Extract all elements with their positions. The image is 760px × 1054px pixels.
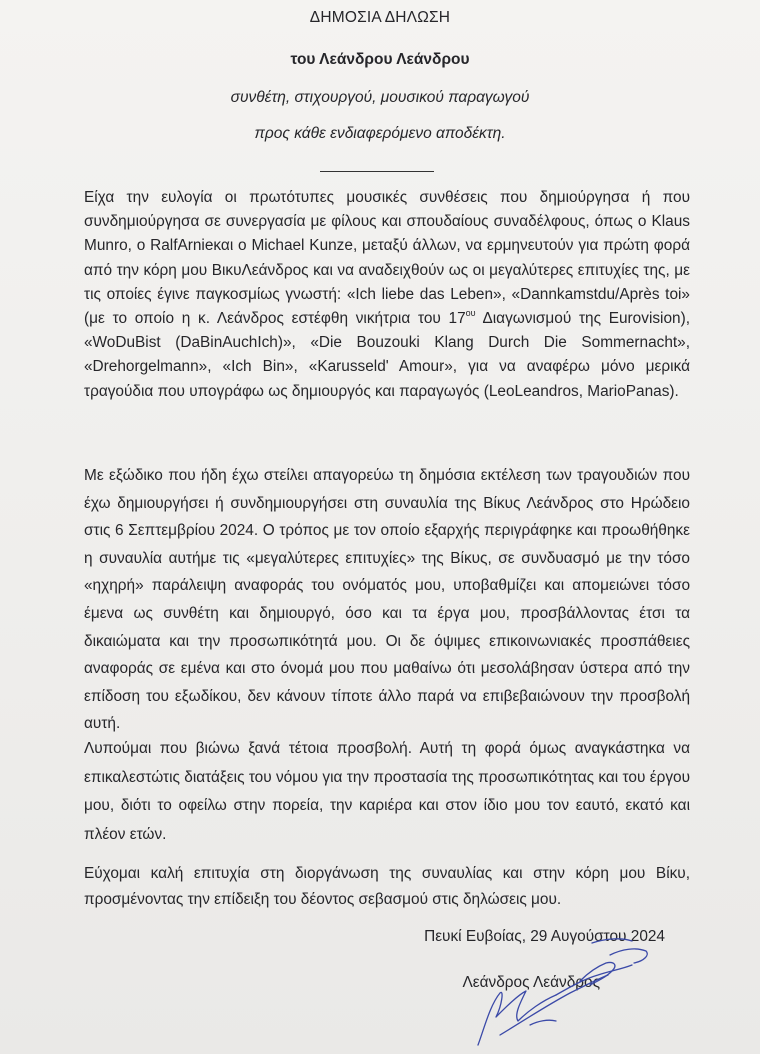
- handwritten-signature: [460, 935, 660, 1054]
- paragraph-1-text-b: Διαγωνισμού της Eurovision), «WoDuBist (DaBinAuchIch)», «Die Bouzouki Klang Durch Die Sommernacht», «Drehorgelmann», «Ich Bin», «Karusseld' Amour», για να αναφέρω μόνο μερικά τραγούδια που υπογράφω ως δημιουργός και παραγωγός (LeoLeandros, MarioPanas).: [84, 310, 690, 400]
- paragraph-1-text-a: Είχα την ευλογία οι πρωτότυπες μουσικές συνθέσεις που δημιούργησα ή που συνδημιούργησα σε συνεργασία με φίλους και σπουδαίους συναδέλφους, όπως ο Klaus Munro, ο RalfArnieκαι ο Michael Kunze, μεταξύ άλλων, να ερμηνευτούν για πρώτη φορά από την κόρη μου ΒικυΛεάνδρος και να αναδειχθούν ως οι μεγαλύτερες επιτυχίες της, με τις οποίες έγινε παγκοσμίως γνωστή: «Ich liebe das Leben», «Dannkamstdu/Après toi» (με το οποίο η κ. Λεάνδρος εστέφθη νικήτρια του 17: [84, 189, 690, 328]
- document-heading: ΔΗΜΟΣΙΑ ΔΗΛΩΣΗ: [309, 9, 451, 26]
- paragraph-2: Με εξώδικο που ήδη έχω στείλει απαγορεύω τη δημόσια εκτέλεση των τραγουδιών που έχω δημιουργήσει ή συνδημιουργήσει στη συναυλία της Βίκυς Λεάνδρος στο Ηρώδειο στις 6 Σεπτεμβρίου 2024. Ο τρόπος με τον οποίο εξαρχής περιγράφηκε και προωθήθηκε η συναυλία αυτήμε τις «μεγαλύτερες επιτυχίες» της Βίκυς, σε συνδυασμό με την τόσο «ηχηρή» παράλειψη αναφοράς του ονόματός μου, υποβαθμίζει και απομειώνει τόσο έμενα ως συνθέτη και δημιουργό, όσο και τα έργα μου, προσβάλλοντας έτσι τα δικαιώματα και την προσωπικότητά μου. Οι δε όψιμες επικοινωνιακές προσπάθειες αναφοράς σε εμένα και στο όνομά μου που μαθαίνω ότι μεσολάβησαν ύστερα από την επίδοση του εξωδίκου, δεν κάνουν τίποτε άλλο παρά να επιβεβαιώνουν την προσβολή αυτή.: [84, 467, 690, 733]
- paragraph-4: Εύχομαι καλή επιτυχία στη διοργάνωση της συναυλίας και στην κόρη μου Βίκυ, προσμένοντας την επίδειξη του δέοντος σεβασμού στις δηλώσεις μου.: [84, 865, 690, 908]
- separator-line: [320, 171, 434, 172]
- place-date: Πευκί Ευβοίας, 29 Αυγούστου 2024: [424, 928, 665, 945]
- author-line: του Λεάνδρου Λεάνδρου: [290, 51, 470, 68]
- paragraph-3: Λυπούμαι που βιώνω ξανά τέτοια προσβολή. Αυτή τη φορά όμως αναγκάστηκα να επικαλεστώτις διατάξεις του νόμου για την προστασία της προσωπικότητας και του έργου μου, διότι το οφείλω στην πορεία, την καριέρα και στον ίδιο μου τον εαυτό, εκατό και πλέον ετών.: [84, 740, 690, 843]
- recipient-line: προς κάθε ενδιαφερόμενο αποδέκτη.: [254, 125, 506, 142]
- signatory-name: Λεάνδρος Λεάνδρος: [462, 974, 600, 991]
- paragraph-1: [84, 186, 690, 404]
- roles-line: συνθέτη, στιχουργού, μουσικού παραγωγού: [230, 89, 530, 106]
- ordinal-superscript: ου: [465, 308, 476, 319]
